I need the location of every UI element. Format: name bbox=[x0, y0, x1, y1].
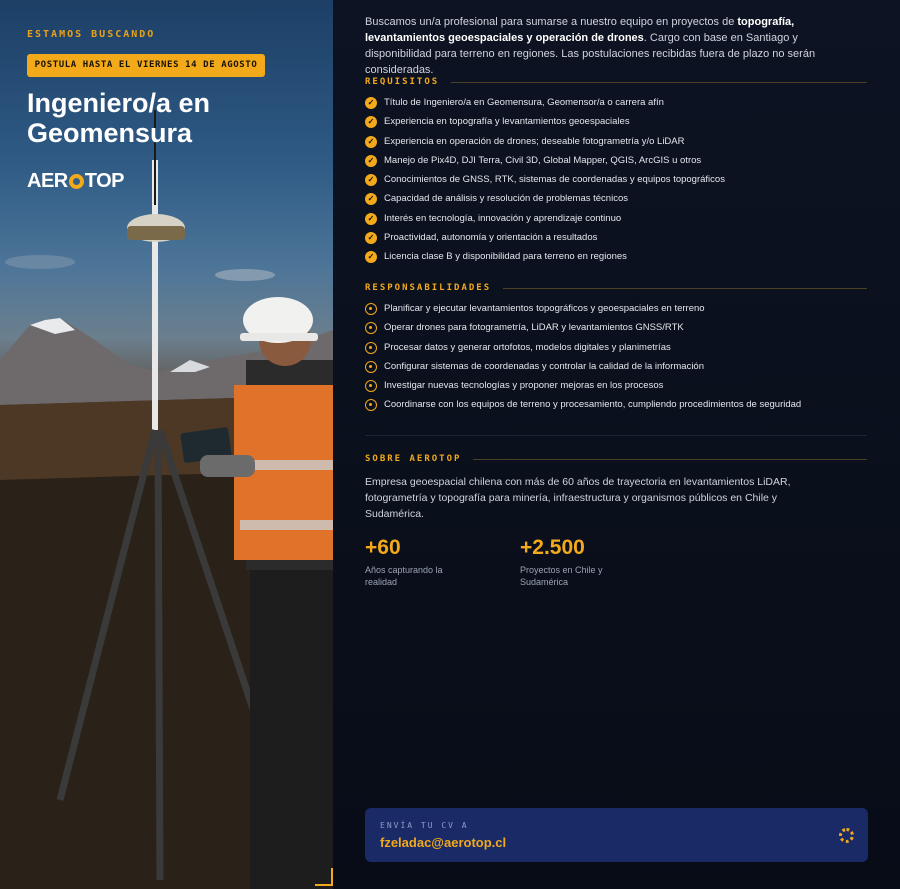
list-item bbox=[365, 135, 875, 154]
check-icon: ✓ bbox=[365, 174, 377, 186]
brand-ring-icon bbox=[839, 828, 854, 843]
list-item-text: Capacidad de análisis y resolución de problemas técnicos bbox=[384, 193, 628, 205]
requisitos-list bbox=[365, 96, 875, 270]
list-item-text: Experiencia en operación de drones; deseable fotogrametría y/o LiDAR bbox=[384, 135, 685, 147]
about-text: Empresa geoespacial chilena con más de 60 años de trayectoria en levantamientos LiDAR, fotogrametría y topografía para minería, infraestructura y organismos públicos en Chile y Sudamérica. bbox=[365, 476, 791, 520]
list-item bbox=[365, 115, 875, 134]
list-item bbox=[365, 192, 875, 211]
responsabilidades-heading bbox=[365, 283, 867, 293]
stat-projects bbox=[520, 536, 620, 588]
list-item bbox=[365, 231, 875, 250]
brand-logo-pre: AER bbox=[27, 170, 68, 192]
check-icon: ✓ bbox=[365, 193, 377, 205]
stat-label: Años capturando la realidad bbox=[365, 565, 443, 587]
list-item-text: Configurar sistemas de coordenadas y controlar la calidad de la información bbox=[384, 360, 705, 372]
content-panel bbox=[333, 0, 900, 889]
list-item bbox=[365, 379, 875, 398]
section-rule bbox=[451, 82, 867, 83]
responsabilidades-title: RESPONSABILIDADES bbox=[365, 283, 492, 293]
list-item-text: Investigar nuevas tecnologías y proponer mejoras en los procesos bbox=[384, 380, 664, 392]
job-title: Ingeniero/a en Geomensura bbox=[27, 88, 211, 148]
sobre-title: SOBRE AEROTOP bbox=[365, 454, 462, 464]
target-dot-icon bbox=[365, 380, 377, 392]
check-icon: ✓ bbox=[365, 116, 377, 128]
list-item bbox=[365, 250, 875, 269]
sobre-heading bbox=[365, 454, 867, 464]
brand-ring-icon bbox=[69, 174, 84, 189]
intro-text bbox=[365, 14, 865, 78]
list-item bbox=[365, 341, 875, 360]
photo-panel bbox=[0, 0, 333, 889]
list-item-text: Operar drones para fotogrametría, LiDAR y levantamientos GNSS/RTK bbox=[384, 322, 684, 334]
list-item-text: Proactividad, autonomía y orientación a resultados bbox=[384, 232, 598, 244]
check-icon: ✓ bbox=[365, 251, 377, 263]
list-item-text: Conocimientos de GNSS, RTK, sistemas de coordenadas y equipos topográficos bbox=[384, 174, 725, 186]
list-item bbox=[365, 360, 875, 379]
brand-logo-post: TOP bbox=[84, 170, 124, 192]
target-dot-icon bbox=[365, 361, 377, 373]
section-rule bbox=[503, 288, 867, 289]
check-icon: ✓ bbox=[365, 155, 377, 167]
eyebrow-label: ESTAMOS BUSCANDO bbox=[27, 29, 156, 40]
list-item-text: Título de Ingeniero/a en Geomensura, Geomensor/a o carrera afín bbox=[384, 97, 664, 108]
stat-label: Proyectos en Chile y Sudamérica bbox=[520, 565, 603, 587]
list-item-text: Licencia clase B y disponibilidad para terreno en regiones bbox=[384, 251, 627, 263]
check-icon: ✓ bbox=[365, 97, 377, 109]
stat-number: +2.500 bbox=[520, 536, 585, 559]
check-icon: ✓ bbox=[365, 213, 377, 225]
intro-part-2: . Cargo con base en Santiago y disponibilidad para terreno en regiones. Las postulaciones recibidas fuera de plazo no serán consideradas. bbox=[365, 32, 816, 76]
target-dot-icon bbox=[365, 342, 377, 354]
responsabilidades-list bbox=[365, 302, 875, 418]
brand-logo bbox=[27, 170, 124, 193]
section-divider bbox=[365, 435, 867, 436]
check-icon: ✓ bbox=[365, 232, 377, 244]
intro-bold: topografía, levantamientos geoespaciales y operación de drones bbox=[365, 16, 795, 44]
intro-part-1: Buscamos un/a profesional para sumarse a nuestro equipo en proyectos de bbox=[365, 16, 738, 28]
list-item-text: Interés en tecnología, innovación y aprendizaje continuo bbox=[384, 212, 622, 224]
target-dot-icon bbox=[365, 322, 377, 334]
check-icon: ✓ bbox=[365, 136, 377, 148]
list-item-text: Planificar y ejecutar levantamientos topográficos y geoespaciales en terreno bbox=[384, 303, 705, 314]
list-item bbox=[365, 154, 875, 173]
target-dot-icon bbox=[365, 399, 377, 411]
stat-number: +60 bbox=[365, 536, 401, 559]
list-item bbox=[365, 302, 875, 321]
list-item bbox=[365, 398, 875, 417]
requisitos-title: REQUISITOS bbox=[365, 77, 440, 87]
deadline-badge: POSTULA HASTA EL VIERNES 14 DE AGOSTO bbox=[27, 54, 265, 77]
list-item bbox=[365, 321, 875, 340]
list-item-text: Manejo de Pix4D, DJI Terra, Civil 3D, Global Mapper, QGIS, ArcGIS u otros bbox=[384, 154, 702, 166]
list-item bbox=[365, 96, 875, 115]
target-dot-icon bbox=[365, 303, 377, 315]
list-item bbox=[365, 173, 875, 192]
cv-email-link[interactable]: fzeladac@aerotop.cl bbox=[380, 835, 507, 850]
list-item-text: Procesar datos y generar ortofotos, modelos digitales y planimetrías bbox=[384, 341, 671, 353]
section-rule bbox=[473, 459, 867, 460]
cv-contact-box bbox=[365, 808, 868, 862]
requisitos-heading bbox=[365, 77, 867, 87]
corner-mark bbox=[315, 868, 333, 886]
list-item bbox=[365, 212, 875, 231]
cv-label: ENVÍA TU CV A bbox=[380, 821, 469, 830]
list-item-text: Experiencia en topografía y levantamientos geoespaciales bbox=[384, 116, 630, 128]
stat-years bbox=[365, 536, 475, 588]
list-item-text: Coordinarse con los equipos de terreno y procesamiento, cumpliendo procedimientos de seguridad bbox=[384, 399, 802, 411]
